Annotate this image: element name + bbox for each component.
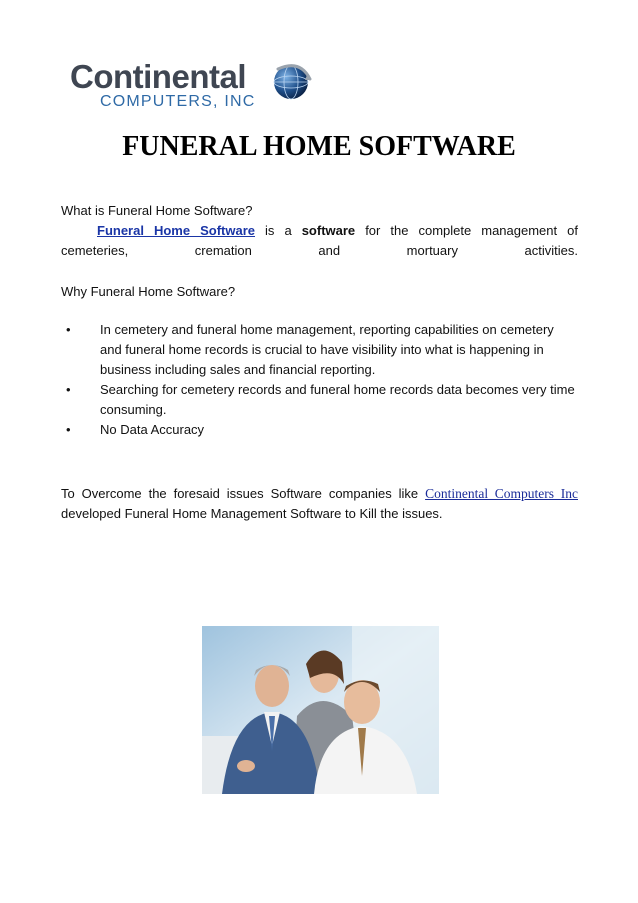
bullet-icon: • (66, 322, 71, 337)
list-item (61, 380, 578, 420)
list-item (61, 420, 578, 440)
bullet-text: No Data Accuracy (100, 422, 205, 437)
conclusion-before: To Overcome the foresaid issues Software companies like (61, 486, 426, 501)
bullet-text: In cemetery and funeral home management, reporting capabilities on cemetery and funeral home records is crucial to have visibility into what is happening in business including sales and financial reporting. (100, 322, 554, 377)
funeral-home-software-link[interactable]: Funeral Home Software (97, 223, 256, 238)
globe-icon (270, 61, 312, 103)
intro-answer-bold: software (301, 223, 356, 238)
list-item (61, 320, 578, 380)
why-question: Why Funeral Home Software? (61, 284, 236, 299)
company-logo (70, 58, 320, 118)
continental-computers-link[interactable]: Continental Computers Inc (425, 486, 578, 501)
conclusion-paragraph (61, 484, 578, 524)
intro-answer-mid: is a (255, 223, 302, 238)
bullet-icon: • (66, 382, 71, 397)
bullet-icon: • (66, 422, 71, 437)
office-team-photo (202, 626, 439, 794)
page-title: FUNERAL HOME SOFTWARE (122, 131, 516, 162)
conclusion-after: developed Funeral Home Management Software to Kill the issues. (61, 506, 443, 521)
intro-answer (61, 221, 578, 261)
intro-question: What is Funeral Home Software? (61, 203, 253, 218)
logo-subtitle: COMPUTERS, INC (100, 93, 256, 110)
logo-wordmark: Continental (70, 58, 246, 95)
photo-illustration (202, 626, 439, 794)
intro-answer-rest: for the complete management of cemeteries, cremation and mortuary activities. (61, 223, 578, 258)
bullet-text: Searching for cemetery records and funeral home records data becomes very time consuming. (100, 382, 575, 417)
reasons-list (61, 320, 578, 440)
